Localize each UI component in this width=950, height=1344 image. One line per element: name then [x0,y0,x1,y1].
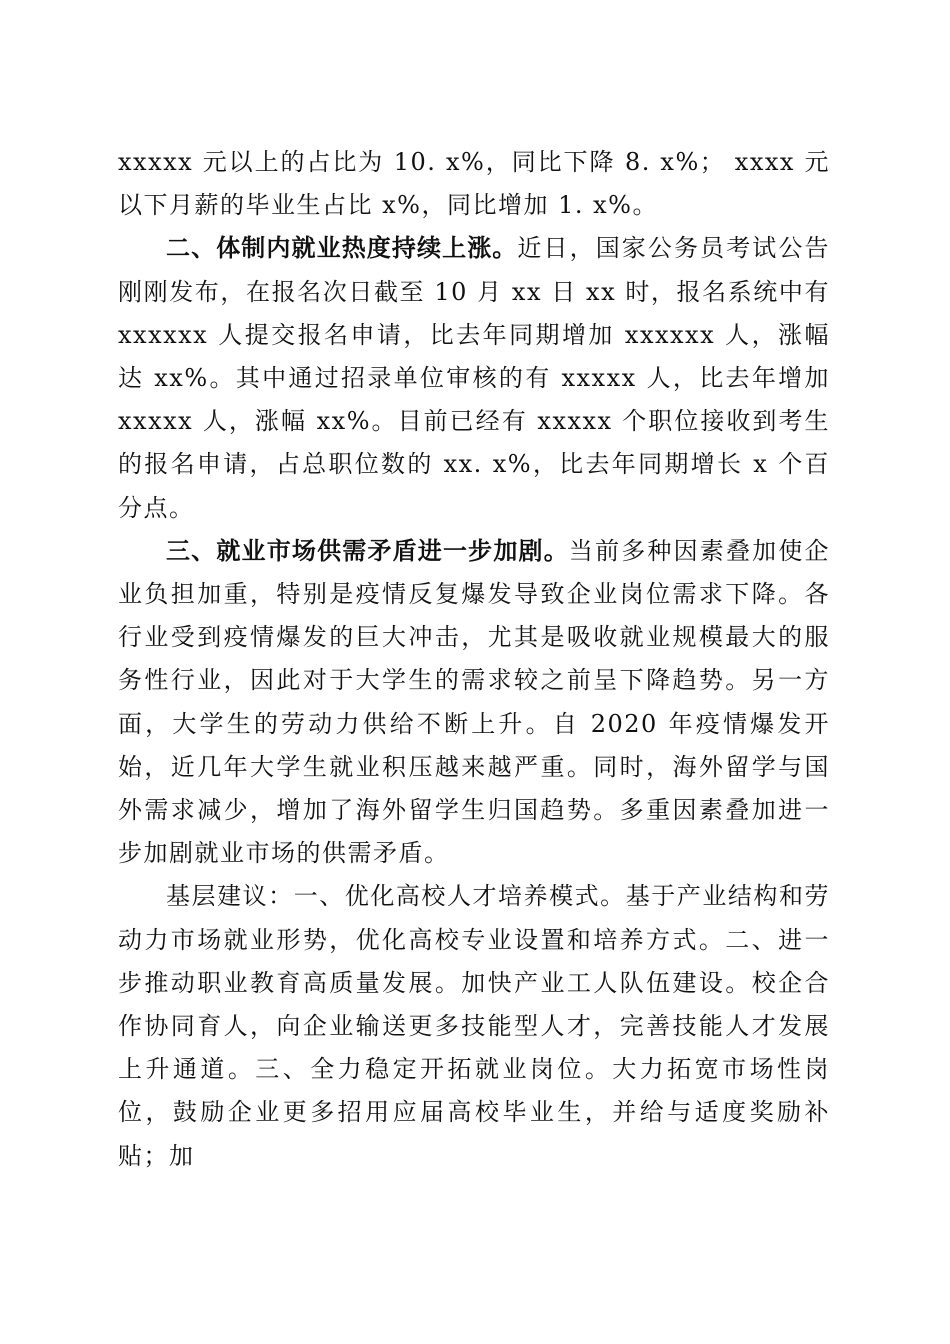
paragraph-salary-continuation [118,141,830,227]
paragraph-supply-demand [118,530,830,876]
section-heading-public-sector: 二、体制内就业热度持续上涨。 [166,234,518,263]
paragraph-text: 近日，国家公务员考试公告刚刚发布，在报名次日截至 10 月 xx 日 xx 时，报名系统中有 xxxxxx 人提交报名申请，比去年同期增加 xxxxxx 人，涨幅达 xx%。其中通过招录单位审核的有 xxxxx 人，比去年增加 xxxxx 人，涨幅 xx%。目前已经有 xxxxx 个职位接收到考生的报名申请，占总职位数的 xx. x%，比去年同期增长 x 个百分点。 [118,234,831,522]
paragraph-text: 当前多种因素叠加使企业负担加重，特别是疫情反复爆发导致企业岗位需求下降。各行业受到疫情爆发的巨大冲击，尤其是吸收就业规模最大的服务性行业，因此对于大学生的需求较之前呈下降趋势。另一方面，大学生的劳动力供给不断上升。自 2020 年疫情爆发开始，近几年大学生就业积压越来越严重。同时，海外留学与国外需求减少，增加了海外留学生归国趋势。多重因素叠加进一步加剧就业市场的供需矛盾。 [118,536,831,868]
paragraph-suggestions [118,875,830,1177]
paragraph-public-sector [118,227,830,529]
paragraph-text: xxxxx 元以上的占比为 10. x%，同比下降 8. x%； xxxx 元以下月薪的毕业生占比 x%，同比增加 1. x%。 [118,148,830,220]
paragraph-text: 基层建议：一、优化高校人才培养模式。基于产业结构和劳动力市场就业形势，优化高校专业设置和培养方式。二、进一步推动职业教育高质量发展。加快产业工人队伍建设。校企合作协同育人，向企业输送更多技能型人才，完善技能人才发展上升通道。三、全力稳定开拓就业岗位。大力拓宽市场性岗位，鼓励企业更多招用应届高校毕业生，并给与适度奖励补贴；加 [118,882,830,1170]
section-heading-supply-demand: 三、就业市场供需矛盾进一步加剧。 [166,536,569,565]
document-body [118,141,830,1178]
